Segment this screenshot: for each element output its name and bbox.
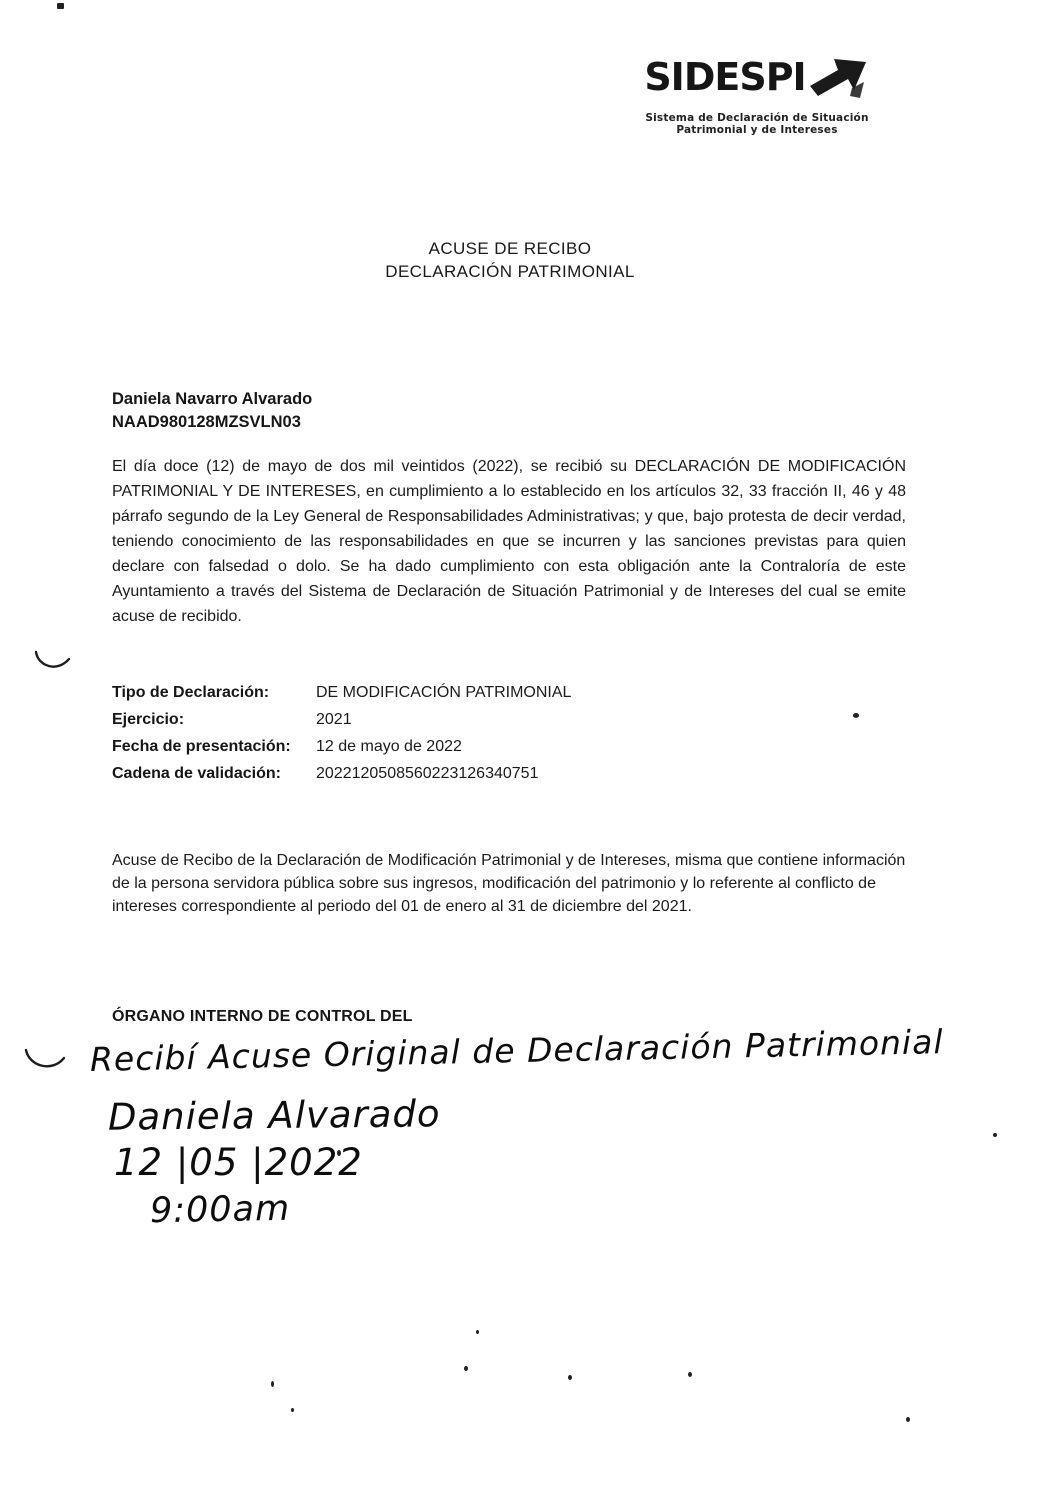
summary-paragraph: Acuse de Recibo de la Declaración de Modificación Patrimonial y de Intereses, misma que contiene información de la persona servidora pública sobre sus ingresos, modificación del patrimonio y lo referente al conflicto de intereses correspondiente al periodo del 01 de enero al 31 de diciembre del 2021. xyxy=(112,852,906,915)
detail-row-ejercicio xyxy=(112,711,912,729)
handwritten-date: 12 |05 |2022 xyxy=(114,1141,363,1184)
sidespi-logo xyxy=(642,55,872,136)
logo-wordmark: SIDESPI xyxy=(644,55,806,99)
detail-value: 2022120508560223126340751 xyxy=(316,765,539,782)
detail-row-tipo xyxy=(112,684,912,702)
scan-speck xyxy=(291,1408,294,1412)
declarant-name: Daniela Navarro Alvarado xyxy=(112,390,313,408)
document-title xyxy=(290,237,730,283)
detail-value: DE MODIFICACIÓN PATRIMONIAL xyxy=(316,684,572,701)
handwritten-time: 9:00am xyxy=(149,1188,291,1232)
detail-row-fecha xyxy=(112,738,912,756)
title-line1: ACUSE DE RECIBO xyxy=(428,239,592,258)
detail-label: Fecha de presentación: xyxy=(112,738,291,755)
handwritten-line-receipt: Recibí Acuse Original de Declaración Patrimonial xyxy=(89,1022,944,1079)
organ-heading: ÓRGANO INTERNO DE CONTROL DEL xyxy=(112,1008,413,1025)
body-paragraph: El día doce (12) de mayo de dos mil veintidos (2022), se recibió su DECLARACIÓN DE MODIFICACIÓN PATRIMONIAL Y DE INTERESES, en cumplimiento a lo establecido en los artículos 32, 33 fracción II, 46 y 48 párrafo segundo de la Ley General de Responsabilidades Administrativas; y que, bajo protesta de decir verdad, teniendo conocimiento de las responsabilidades en que se incurren y las sanciones previstas para quien declare con falsedad o dolo. Se ha dado cumplimiento con esta obligación ante la Contraloría de este Ayuntamiento a través del Sistema de Declaración de Situación Patrimonial y de Intereses del cual se emite acuse de recibido. xyxy=(112,458,906,625)
logo-caption-line2: Patrimonial y de Intereses xyxy=(676,124,838,136)
scan-speck xyxy=(464,1366,468,1371)
detail-row-cadena xyxy=(112,765,912,783)
title-line2: DECLARACIÓN PATRIMONIAL xyxy=(385,262,635,281)
logo-caption-line1: Sistema de Declaración de Situación xyxy=(645,112,869,124)
scan-speck xyxy=(476,1330,479,1334)
scan-speck xyxy=(688,1372,692,1377)
handwritten-signature-name: Daniela Alvarado xyxy=(107,1092,441,1139)
detail-value: 2021 xyxy=(316,711,352,728)
arrow-up-right-icon xyxy=(808,52,870,109)
scan-speck xyxy=(57,3,64,9)
pen-mark xyxy=(33,646,73,674)
detail-label: Tipo de Declaración: xyxy=(112,684,270,701)
scan-speck xyxy=(993,1133,997,1137)
detail-label: Cadena de validación: xyxy=(112,765,281,782)
declarant-block xyxy=(112,388,312,434)
declarant-curp: NAAD980128MZSVLN03 xyxy=(112,413,301,431)
scan-speck xyxy=(568,1375,572,1380)
scan-speck xyxy=(271,1381,274,1387)
detail-value: 12 de mayo de 2022 xyxy=(316,738,462,755)
detail-label: Ejercicio: xyxy=(112,711,185,728)
pen-mark xyxy=(22,1044,68,1074)
scan-speck xyxy=(906,1417,910,1422)
